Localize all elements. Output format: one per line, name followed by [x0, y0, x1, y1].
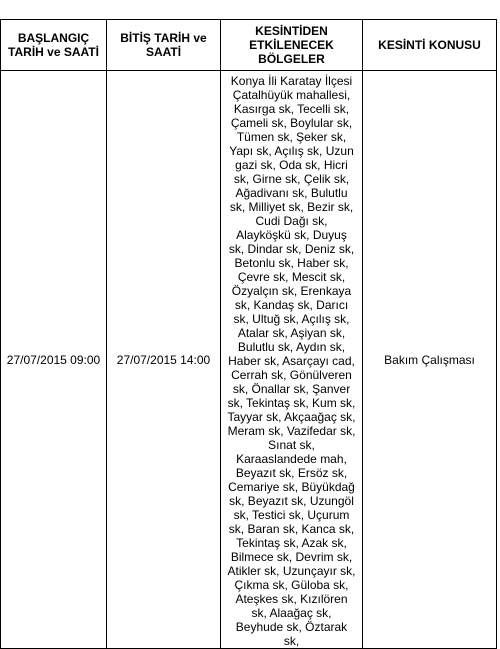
start-datetime-text: 27/07/2015 09:00 [6, 352, 101, 367]
header-start-datetime: BAŞLANGIÇ TARİH ve SAATİ [1, 20, 107, 71]
header-affected-regions: KESİNTİDEN ETKİLENECEK BÖLGELER [221, 20, 363, 71]
cell-start-datetime [1, 71, 107, 649]
cell-outage-subject [363, 71, 497, 649]
table-header-row [1, 20, 497, 71]
header-outage-subject: KESİNTİ KONUSU [363, 20, 497, 71]
cell-end-datetime [107, 71, 221, 649]
table-row [1, 71, 497, 649]
outage-table [0, 19, 497, 649]
cell-affected-regions [221, 71, 363, 649]
outage-subject-text: Bakım Çalışması [384, 352, 475, 367]
end-datetime-text: 27/07/2015 14:00 [116, 352, 211, 367]
affected-regions-text: Konya İli Karatay İlçesi Çatalhüyük mahallesi, Kasırga sk, Tecelli sk, Çameli sk, Boylular sk, Tümen sk, Şeker sk, Yapı sk, Açılış sk, Uzun gazi sk, Oda sk, Hicri sk, Girne sk, Çelik sk, Ağadivanı sk, Bulutlu sk, Milliyet sk, Bezir sk, Cudi Dağı sk, Alayköşkü sk, Duyuş sk, Dindar sk, Deniz sk, Betonlu sk, Haber sk, Çevre sk, Mescit sk, Özyalçın sk, Erenkaya sk, Kandaş sk, Darıcı sk, Ultuğ sk, Açılış sk, Atalar sk, Aşiyan sk, Bulutlu sk, Aydın sk, Haber sk, Asarçayı cad, Cerrah sk, Gönülveren sk, Önallar sk, Şanver sk, Tekintaş sk, Kum sk, Tayyar sk, Akçaağaç sk, Meram sk, Vazifedar sk, Sınat sk, Karaaslandede mah, Beyazıt sk, Ersöz sk, Cemariye sk, Büyükdağ sk, Beyazıt sk, Uzungöl sk, Testici sk, Uçurum sk, Baran sk, Kanca sk, Tekintaş sk, Azak sk, Bilmece sk, Devrim sk, Atikler sk, Uzunçayır sk, Çıkma sk, Güloba sk, Ateşkes sk, Kızılören sk, Alaağaç sk, Beyhude sk, Öztarak sk, [227, 74, 356, 648]
header-end-datetime: BİTİŞ TARİH ve SAATİ [107, 20, 221, 71]
